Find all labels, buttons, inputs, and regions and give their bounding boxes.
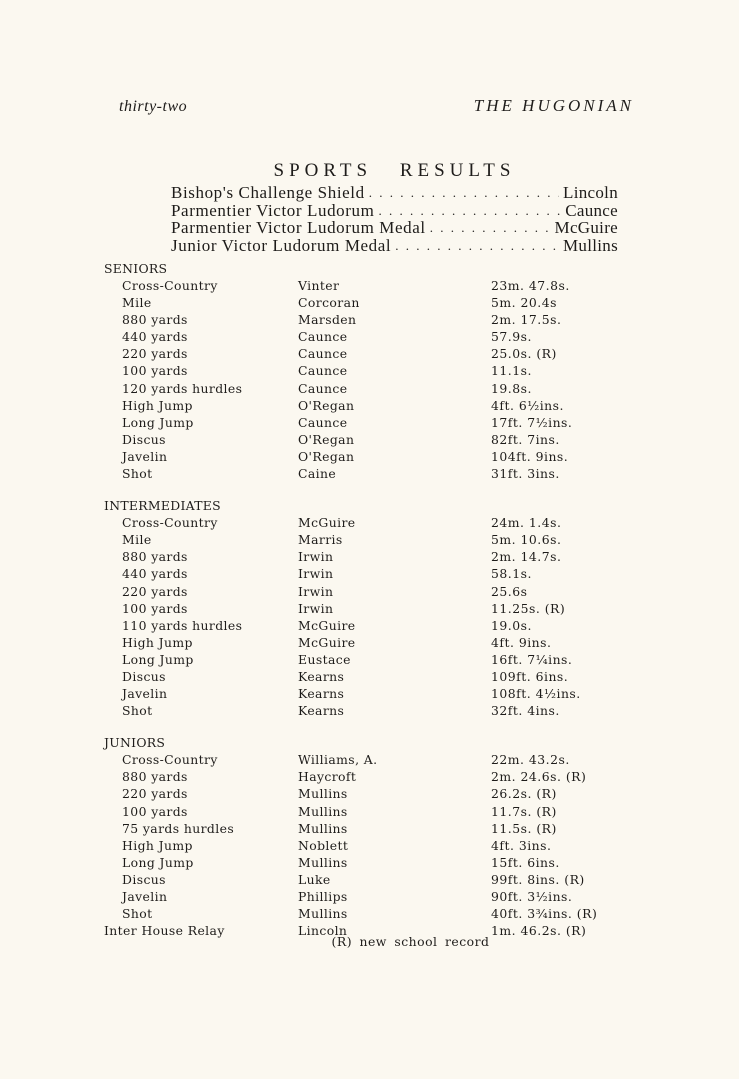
- event-name: Javelin: [122, 686, 168, 702]
- athlete-name: Marris: [298, 532, 343, 548]
- event-name: Javelin: [122, 889, 168, 904]
- page-title: SPORTS RESULTS: [273, 160, 516, 181]
- event-name: High Jump: [122, 837, 193, 853]
- result-value: 17ft. 7½ins.: [491, 414, 573, 430]
- athlete-name: Noblett: [298, 837, 349, 853]
- event-name: High Jump: [122, 634, 193, 650]
- footnote: (R) new school record: [331, 934, 490, 949]
- award-name: Bishop's Challenge Shield: [171, 183, 365, 202]
- event-name: 880 yards: [122, 549, 188, 565]
- athlete-name: Williams, A.: [298, 752, 378, 768]
- result-value: 2m. 14.7s.: [491, 549, 562, 565]
- event-name: Long Jump: [122, 651, 194, 667]
- result-value: 22m. 43.2s.: [491, 752, 570, 768]
- athlete-name: Caine: [298, 466, 337, 482]
- result-value: 2m. 17.5s.: [491, 312, 562, 328]
- award-item: [171, 237, 618, 255]
- athlete-name: Caunce: [298, 329, 348, 345]
- athlete-name: Caunce: [298, 380, 348, 396]
- athlete-name: Caunce: [298, 363, 348, 379]
- result-value: 23m. 47.8s.: [491, 278, 570, 293]
- athlete-name: Kearns: [298, 668, 345, 684]
- award-name: Parmentier Victor Ludorum Medal: [171, 218, 426, 237]
- event-name: Shot: [122, 703, 153, 719]
- result-value: 4ft. 9ins.: [491, 634, 552, 650]
- result-row: [104, 414, 624, 431]
- event-name: Cross-Country: [122, 515, 218, 531]
- athlete-name: Eustace: [298, 651, 351, 667]
- athlete-name: O'Regan: [298, 448, 355, 464]
- result-value: 99ft. 8ins. (R): [491, 871, 585, 887]
- result-value: 5m. 20.4s: [491, 295, 557, 311]
- result-row: [104, 634, 624, 651]
- athlete-name: Kearns: [298, 703, 345, 719]
- event-name: 100 yards: [122, 803, 188, 819]
- award-winner: McGuire: [554, 218, 618, 237]
- award-winner: Lincoln: [563, 183, 618, 202]
- result-row: [104, 617, 624, 634]
- event-name: 880 yards: [122, 312, 188, 328]
- event-name: Cross-Country: [122, 278, 218, 293]
- result-row: [104, 685, 624, 702]
- award-name: Junior Victor Ludorum Medal: [171, 235, 392, 255]
- event-name: Shot: [122, 466, 153, 482]
- result-value: 11.5s. (R): [491, 820, 557, 836]
- event-name: 880 yards: [122, 769, 188, 785]
- result-value: 1m. 46.2s. (R): [491, 923, 587, 939]
- result-value: 19.8s.: [491, 380, 532, 396]
- event-name: Long Jump: [122, 414, 194, 430]
- event-name: Javelin: [122, 448, 168, 464]
- dot-leader: [395, 237, 559, 255]
- athlete-name: McGuire: [298, 617, 356, 633]
- athlete-name: Vinter: [298, 278, 340, 293]
- result-row: [104, 600, 624, 617]
- result-value: 57.9s.: [491, 329, 532, 345]
- event-name: Mile: [122, 532, 152, 548]
- result-value: 4ft. 3ins.: [491, 837, 552, 853]
- athlete-name: Mullins: [298, 786, 348, 802]
- result-row: [104, 465, 624, 482]
- result-row: [104, 380, 624, 397]
- athlete-name: Phillips: [298, 889, 348, 904]
- dot-leader: [430, 219, 551, 237]
- result-value: 11.1s.: [491, 363, 532, 379]
- athlete-name: Mullins: [298, 803, 348, 819]
- event-name: 100 yards: [122, 363, 188, 379]
- event-name: 220 yards: [122, 346, 188, 362]
- event-name: High Jump: [122, 397, 193, 413]
- result-row: [104, 751, 624, 768]
- result-row: [104, 803, 624, 820]
- award-name: Parmentier Victor Ludorum: [171, 200, 375, 220]
- athlete-name: Corcoran: [298, 295, 360, 311]
- result-value: 11.25s. (R): [491, 600, 566, 616]
- result-row: [104, 651, 624, 668]
- event-name: 75 yards hurdles: [122, 820, 235, 836]
- athlete-name: Luke: [298, 871, 331, 887]
- result-value: 25.0s. (R): [491, 346, 557, 362]
- event-name: Shot: [122, 906, 153, 922]
- event-name: 110 yards hurdles: [122, 617, 243, 633]
- athlete-name: Haycroft: [298, 769, 357, 785]
- page-number: thirty-two: [119, 98, 188, 115]
- result-value: 82ft. 7ins.: [491, 431, 560, 447]
- event-name: Mile: [122, 295, 152, 311]
- results-table: [104, 260, 624, 939]
- athlete-name: McGuire: [298, 634, 356, 650]
- event-name: 120 yards hurdles: [122, 380, 243, 396]
- section-heading: JUNIORS: [104, 735, 166, 751]
- result-row: [104, 448, 624, 465]
- event-name: 440 yards: [122, 566, 188, 582]
- result-row: [104, 854, 624, 871]
- event-name: Long Jump: [122, 854, 194, 870]
- result-row: [104, 548, 624, 565]
- event-name: 100 yards: [122, 600, 188, 616]
- result-value: 104ft. 9ins.: [491, 448, 569, 464]
- result-row: [104, 820, 624, 837]
- result-value: 19.0s.: [491, 617, 532, 633]
- result-value: 40ft. 3¾ins. (R): [491, 906, 598, 922]
- section-heading: SENIORS: [104, 261, 168, 276]
- result-row: [104, 565, 624, 582]
- result-value: 90ft. 3½ins.: [491, 889, 573, 904]
- result-value: 16ft. 7¼ins.: [491, 651, 573, 667]
- result-row: [104, 328, 624, 345]
- awards-list: [171, 184, 618, 254]
- result-value: 109ft. 6ins.: [491, 668, 569, 684]
- result-row: [104, 397, 624, 414]
- athlete-name: Irwin: [298, 583, 334, 599]
- result-value: 25.6s: [491, 583, 528, 599]
- athlete-name: Mullins: [298, 906, 348, 922]
- section-heading: INTERMEDIATES: [104, 498, 221, 514]
- event-name: Discus: [122, 431, 166, 447]
- athlete-name: Marsden: [298, 312, 357, 328]
- dot-leader: [369, 184, 559, 202]
- result-row: [104, 345, 624, 362]
- result-row: [104, 837, 624, 854]
- result-row: [104, 768, 624, 785]
- result-value: 31ft. 3ins.: [491, 466, 560, 482]
- result-value: 4ft. 6½ins.: [491, 397, 564, 413]
- result-row: [104, 668, 624, 685]
- award-item: [171, 184, 618, 202]
- athlete-name: McGuire: [298, 515, 356, 531]
- result-value: 108ft. 4½ins.: [491, 686, 581, 702]
- result-value: 11.7s. (R): [491, 803, 557, 819]
- event-name: Cross-Country: [122, 752, 218, 768]
- event-name: 220 yards: [122, 583, 188, 599]
- event-name: Inter House Relay: [104, 923, 225, 939]
- award-winner: Mullins: [562, 235, 618, 255]
- result-value: 2m. 24.6s. (R): [491, 769, 587, 785]
- athlete-name: Caunce: [298, 346, 348, 362]
- athlete-name: O'Regan: [298, 431, 355, 447]
- dot-leader: [378, 202, 561, 220]
- section-spacer: [104, 482, 624, 497]
- athlete-name: Kearns: [298, 686, 345, 702]
- result-row: [104, 294, 624, 311]
- result-row: [104, 531, 624, 548]
- athlete-name: Irwin: [298, 600, 334, 616]
- result-row: [104, 311, 624, 328]
- event-name: Discus: [122, 668, 166, 684]
- event-name: Discus: [122, 871, 166, 887]
- result-value: 24m. 1.4s.: [491, 515, 562, 531]
- result-row: [104, 871, 624, 888]
- result-row: [104, 583, 624, 600]
- athlete-name: Irwin: [298, 549, 334, 565]
- running-header: THE HUGONIAN: [473, 96, 634, 115]
- section-spacer: [104, 719, 624, 734]
- result-value: 32ft. 4ins.: [491, 703, 560, 719]
- result-row: [104, 362, 624, 379]
- event-name: 440 yards: [122, 329, 188, 345]
- result-row: [104, 277, 624, 294]
- athlete-name: O'Regan: [298, 397, 355, 413]
- result-row: [104, 785, 624, 802]
- athlete-name: Mullins: [298, 854, 348, 870]
- result-value: 5m. 10.6s.: [491, 532, 562, 548]
- award-item: [171, 202, 618, 220]
- athlete-name: Irwin: [298, 566, 334, 582]
- result-value: 58.1s.: [491, 566, 532, 582]
- event-name: 220 yards: [122, 786, 188, 802]
- result-value: 15ft. 6ins.: [491, 854, 560, 870]
- result-row: [104, 514, 624, 531]
- award-winner: Caunce: [565, 200, 618, 220]
- result-row: [104, 888, 624, 905]
- result-row: [104, 905, 624, 922]
- award-item: [171, 219, 618, 237]
- athlete-name: Mullins: [298, 820, 348, 836]
- result-row: [104, 702, 624, 719]
- result-row: [104, 431, 624, 448]
- athlete-name: Caunce: [298, 414, 348, 430]
- result-value: 26.2s. (R): [491, 786, 557, 802]
- athlete-name: Lincoln: [298, 923, 348, 939]
